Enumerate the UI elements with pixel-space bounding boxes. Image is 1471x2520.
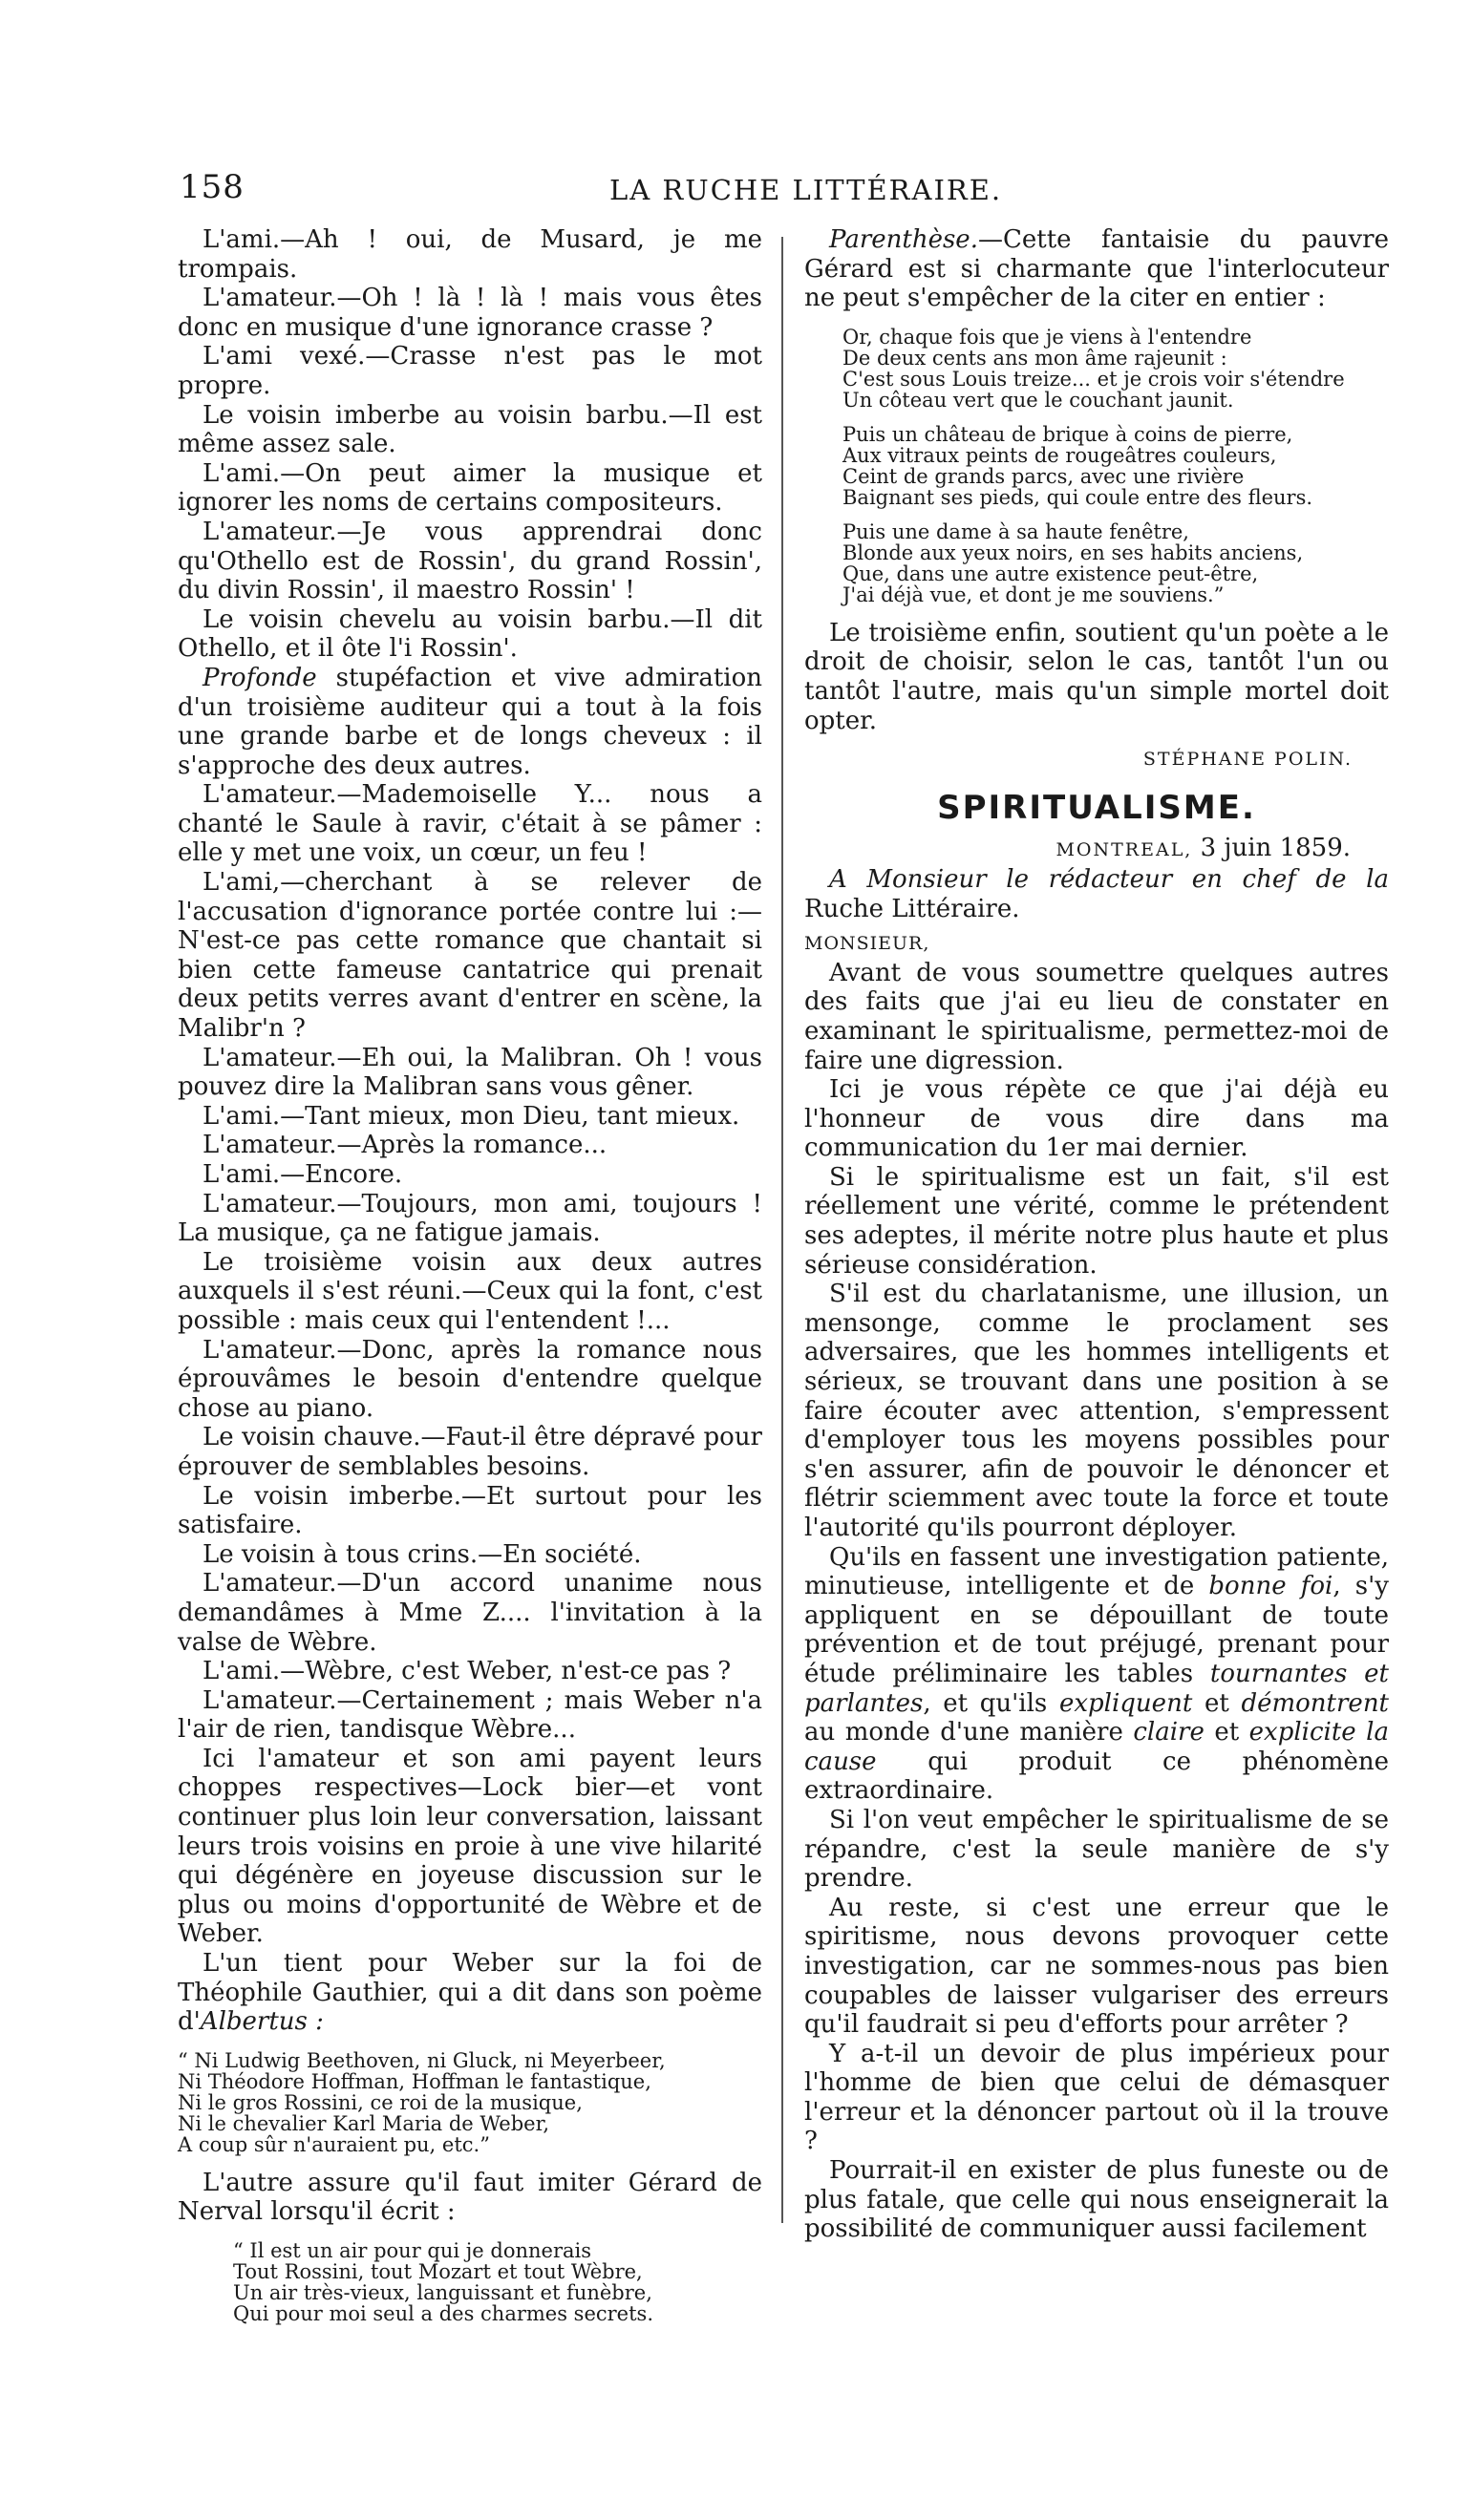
inv-l: explicite la cause (804, 1718, 1389, 1776)
inv-d: tournantes et parlantes (804, 1659, 1389, 1718)
inv-i: au monde d'une manière (804, 1718, 1134, 1747)
verse-line: Un air très-vieux, languissant et funèbre, (233, 2281, 652, 2304)
salutation: MONSIEUR, (804, 933, 930, 955)
paragraph: L'ami.—Wèbre, c'est Weber, n'est-ce pas ? (203, 1657, 732, 1686)
paragraph: L'ami.—Tant mieux, mon Dieu, tant mieux. (203, 1101, 740, 1131)
dateline (804, 834, 1351, 865)
parenthese-rest: —Cette fantaisie du pauvre Gérard est si charmante que l'interlocuteur ne peut s'empêcher de la citer en entier : (804, 225, 1389, 313)
inv-c: , s'y appliquent en se dépouillant de toute prévention et de tout préjugé, prenant pour étude préliminaire les tables (804, 1572, 1389, 1688)
verse-line: Puis un château de brique à coins de pierre, (842, 422, 1293, 446)
paragraph: Le voisin imberbe au voisin barbu.—Il est même assez sale. (178, 400, 762, 459)
paragraph: Ici je vous répète ce que j'ai déjà eu l'honneur de vous dire dans ma communication du 1er mai dernier. (804, 1075, 1389, 1163)
inv-k: et (1204, 1718, 1249, 1747)
inv-h: démontrent (1241, 1688, 1390, 1718)
paragraph: L'ami.—Encore. (203, 1160, 403, 1189)
paragraph: Avant de vous soumettre quelques autres des faits que j'ai eu lieu de constater en examinant le spiritualisme, permettez-moi de faire une digression. (804, 958, 1389, 1075)
verse-line: “ Ni Ludwig Beethoven, ni Gluck, ni Meyerbeer, (178, 2048, 666, 2072)
paragraph: L'amateur.—D'un accord unanime nous demandâmes à Mme Z.... l'invitation à la valse de Wèbre. (178, 1569, 762, 1657)
paragraph: Y a-t-il un devoir de plus impérieux pour l'homme de bien que celui de démasquer l'erreur et la dénoncer partout où il la trouve ? (804, 2039, 1389, 2156)
verse-line: Tout Rossini, tout Mozart et tout Wèbre, (233, 2260, 643, 2283)
stanza (842, 521, 1389, 605)
verse-line: Ni le chevalier Karl Maria de Weber, (178, 2111, 549, 2135)
paragraph-nerval: L'autre assure qu'il faut imiter Gérard de Nerval lorsqu'il écrit : (178, 2168, 762, 2227)
paragraph: Ici l'amateur et son ami payent leurs choppes respectives—Lock bier—et vont continuer plus loin leur conversation, laissant leurs trois voisins en proie à une vive hilarité qui dégénère en joyeuse discussion sur le plus ou moins d'opportunité de Wèbre et de Weber. (178, 1744, 762, 1949)
verse-line: Ni Théodore Hoffman, Hoffman le fantastique, (178, 2069, 651, 2093)
paragraph: Au reste, si c'est une erreur que le spiritisme, nous devons provoquer cette investigation, car ne sommes-nous pas bien coupables de laisser vulgariser des erreurs qu'il faudrait si peu d'efforts pour arrêter ? (804, 1893, 1389, 2040)
dateline-city: MONTREAL, (1055, 839, 1193, 861)
address-rest: Ruche Littéraire. (804, 894, 1020, 923)
paragraph: Le troisième voisin aux deux autres auxquels il s'est réuni.—Ceux qui la font, c'est possible : mais ceux qui l'entendent !... (178, 1247, 762, 1335)
paragraph: L'amateur.—Oh ! là ! là ! mais vous êtes donc en musique d'une ignorance crasse ? (178, 284, 762, 342)
gauthier-text: L'un tient pour Weber sur la foi de Théophile Gauthier, qui a dit dans son poème d' (178, 1949, 762, 2037)
paragraph: L'amateur.—Donc, après la romance nous éprouvâmes le besoin d'entendre quelque chose au piano. (178, 1335, 762, 1423)
verse-gauthier (178, 2050, 762, 2155)
paragraph: L'amateur.—Après la romance... (203, 1131, 608, 1160)
verse-line: Que, dans une autre existence peut-être, (842, 561, 1259, 585)
paragraph: L'amateur.—Je vous apprendrai donc qu'Othello est de Rossin', du grand Rossin', du divin Rossin', il maestro Rossin' ! (178, 517, 762, 605)
paragraph: L'amateur.—Mademoiselle Y... nous a chanté le Saule à ravir, c'était à se pâmer : elle y met une voix, un cœur, un feu ! (178, 780, 762, 868)
paragraph-profonde (178, 664, 762, 780)
paragraph: Si l'on veut empêcher le spiritualisme de se répandre, c'est la seule manière de s'y prendre. (804, 1805, 1389, 1894)
stanza (842, 424, 1389, 508)
verse-line: Un côteau vert que le couchant jaunit. (842, 388, 1234, 412)
verse-line: Baignant ses pieds, qui coule entre des fleurs. (842, 485, 1313, 509)
dialogue-block-2 (178, 780, 762, 1949)
dateline-date: 3 juin 1859. (1192, 834, 1351, 863)
paragraph: S'il est du charlatanisme, une illusion, un mensonge, comme le proclament ses adversaires, que les hommes intelligents et sérieux, se trouvant dans une position à se faire écouter avec attention, s'empressent d'employer tous les moyens possibles pour s'en assurer, afin de pouvoir le dénoncer et flétrir sciemment avec toute la force et toute l'autorité qu'ils pourront déployer. (804, 1280, 1389, 1542)
verse-line: Ni le gros Rossini, ce roi de la musique, (178, 2090, 583, 2114)
inv-b: bonne foi (1208, 1572, 1333, 1601)
paragraph-closing: Le troisième enfin, soutient qu'un poète a le droit de choisir, selon le cas, tantôt l'un ou tantôt l'autre, mais qu'un simple mortel doit opter. (804, 618, 1389, 735)
left-column (178, 225, 762, 2338)
paragraph: L'ami.—Ah ! oui, de Musard, je me trompais. (178, 225, 762, 284)
letter-block-1 (804, 959, 1389, 1543)
paragraph: L'amateur.—Toujours, mon ami, toujours ! La musique, ça ne fatigue jamais. (178, 1189, 762, 1248)
stanza (842, 327, 1389, 411)
paragraph: L'amateur.—Certainement ; mais Weber n'a l'air de rien, tandisque Wèbre... (178, 1685, 762, 1745)
verse-line: A coup sûr n'auraient pu, etc.” (178, 2132, 490, 2156)
paragraph: Le voisin chauve.—Faut-il être dépravé pour éprouver de semblables besoins. (178, 1423, 762, 1481)
signature: STÉPHANE POLIN. (1142, 749, 1353, 771)
profonde-rest: stupéfaction et vive admiration d'un troisième auditeur qui a tout à la fois une grande barbe et de longs cheveux : il s'approche des deux autres. (178, 663, 762, 780)
right-column (804, 225, 1389, 2244)
inv-a: Qu'ils en fassent une investigation patiente, minutieuse, intelligente et de (804, 1542, 1389, 1601)
section-title: SPIRITUALISME. (937, 788, 1256, 827)
paragraph: Si le spiritualisme est un fait, s'il est réellement une vérité, comme le prétendent ses adeptes, il mérite notre plus haute et plus sérieuse considération. (804, 1162, 1389, 1280)
verse-line: Qui pour moi seul a des charmes secrets. (233, 2302, 654, 2325)
paragraph: L'ami,—cherchant à se relever de l'accusation d'ignorance portée contre lui :—N'est-ce pas cette romance que chantait si bien cette fameuse cantatrice qui prenait deux petits verres avant d'entrer en scène, la Malibr'n ? (178, 868, 762, 1044)
paragraph: L'amateur.—Eh oui, la Malibran. Oh ! vous pouvez dire la Malibran sans vous gêner. (178, 1043, 762, 1102)
running-head: LA RUCHE LITTÉRAIRE. (609, 174, 1003, 206)
page-number: 158 (180, 168, 245, 206)
italic-parenthese: Parenthèse. (829, 225, 978, 254)
paragraph: Le voisin à tous crins.—En société. (203, 1539, 642, 1569)
dialogue-block-1 (178, 225, 762, 664)
inv-g: et (1192, 1688, 1242, 1718)
paragraph: Le voisin chevelu au voisin barbu.—Il dit Othello, et il ôte l'i Rossin'. (178, 604, 762, 664)
inv-f: expliquent (1058, 1688, 1193, 1718)
address (804, 865, 1389, 923)
verse-line: Puis une dame à sa haute fenêtre, (842, 519, 1189, 543)
paragraph: Le voisin imberbe.—Et surtout pour les satisfaire. (178, 1481, 762, 1540)
paragraph: L'ami vexé.—Crasse n'est pas le mot propre. (178, 342, 762, 400)
verse-line: Or, chaque fois que je viens à l'entendre (842, 325, 1252, 349)
verse-line: Aux vitraux peints de rougeâtres couleurs, (842, 443, 1277, 467)
inv-m: qui produit ce phénomène extraordinaire. (804, 1747, 1389, 1806)
inv-e: , et qu'ils (923, 1688, 1059, 1718)
column-divider (781, 237, 783, 2223)
verse-line: C'est sous Louis treize... et je crois voir s'étendre (842, 367, 1345, 391)
page-header (180, 168, 1402, 206)
letter-block-2 (804, 1806, 1389, 2244)
verse-nerval (178, 2240, 762, 2324)
paragraph: L'ami.—On peut aimer la musique et ignorer les noms de certains compositeurs. (178, 458, 762, 518)
verse-line: J'ai déjà vue, et dont je me souviens.” (842, 582, 1225, 606)
verse-line: Blonde aux yeux noirs, en ses habits anciens, (842, 540, 1304, 564)
verse-fantaisie (804, 327, 1389, 605)
verse-line: “ Il est un air pour qui je donnerais (233, 2239, 592, 2262)
paragraph: Pourrait-il en exister de plus funeste ou de plus fatale, que celle qui nous enseignerait la possibilité de communiquer aussi facilement (804, 2156, 1389, 2244)
paragraph-investigation (804, 1543, 1389, 1806)
verse-line: De deux cents ans mon âme rajeunit : (842, 346, 1227, 370)
italic-albertus: Albertus : (200, 2007, 324, 2037)
paragraph-parenthese (804, 225, 1389, 313)
verse-line: Ceint de grands parcs, avec une rivière (842, 464, 1245, 488)
paragraph-gauthier (178, 1949, 762, 2037)
address-italic: A Monsieur le rédacteur en chef de la (829, 864, 1389, 894)
italic-profonde: Profonde (203, 663, 317, 692)
inv-j: claire (1133, 1718, 1205, 1747)
